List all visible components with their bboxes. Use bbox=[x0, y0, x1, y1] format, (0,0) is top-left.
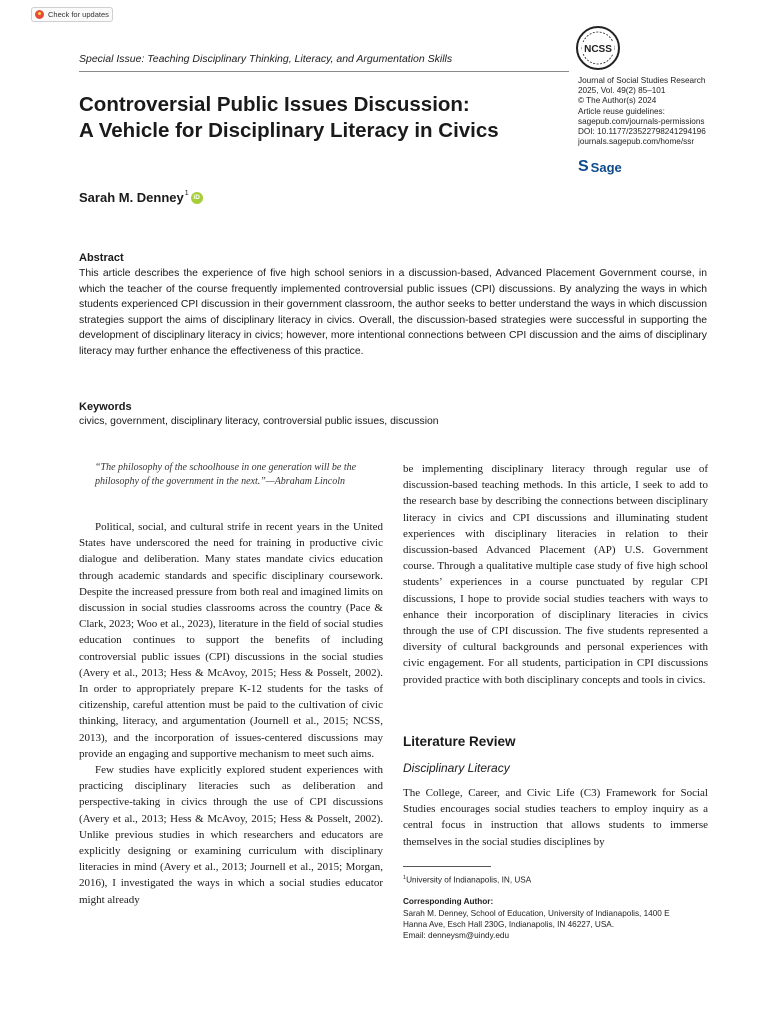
corresponding-author-email[interactable]: Email: denneysm@uindy.edu bbox=[403, 931, 510, 941]
keywords-text: civics, government, disciplinary literacy, controversial public issues, discussion bbox=[79, 416, 439, 427]
sage-wordmark: Sage bbox=[590, 159, 622, 175]
special-issue-line: Special Issue: Teaching Disciplinary Thinking, Literacy, and Argumentation Skills bbox=[79, 53, 453, 65]
check-for-updates-button[interactable] bbox=[31, 7, 113, 22]
journal-doi[interactable]: DOI: 10.1177/23522798241294196 bbox=[578, 127, 706, 137]
article-title bbox=[79, 92, 559, 144]
corresponding-author-line2: Hanna Ave, Esch Hall 230G, Indianapolis, IN 46227, USA. bbox=[403, 919, 615, 929]
epigraph-quote: “The philosophy of the schoolhouse in one generation will be the philosophy of the government in the next.”—Abraham Lincoln bbox=[95, 462, 357, 487]
logo-text: NCSS bbox=[584, 44, 612, 55]
body-right-column-2 bbox=[403, 785, 708, 850]
journal-copyright: © The Author(s) 2024 bbox=[578, 96, 657, 106]
check-for-updates-label: Check for updates bbox=[48, 10, 109, 19]
footnotes bbox=[403, 873, 713, 942]
body-paragraph: Few studies have explicitly explored student experiences with practicing disciplinary literacies such as deliberation and perspective-taking in civics through the use of CPI discussions (Avery et al., 2013; Hess & McAvoy, 2015; Hess & Posselt, 2002). Unlike previous studies in which researchers and educators are explicitly designing or examining curriculum with disciplinary literacies in mind (Avery et al., 2013; Journell et al., 2015; Morgan, 2016), I investigated the ways in which a social studies educator might already bbox=[79, 764, 383, 906]
literature-review-heading: Literature Review bbox=[403, 734, 516, 749]
body-paragraph: The College, Career, and Civic Life (C3) Framework for Social Studies encourages social studies teachers to employ inquiry as a central focus in instruction that allows students to immerse themselves in the social studies disciplines by bbox=[403, 787, 708, 848]
journal-meta bbox=[578, 76, 706, 147]
corresponding-author-heading: Corresponding Author: bbox=[403, 897, 494, 907]
journal-home-link[interactable]: journals.sagepub.com/home/ssr bbox=[578, 137, 695, 147]
journal-volume: 2025, Vol. 49(2) 85–101 bbox=[578, 86, 666, 96]
ncss-globe-logo-icon bbox=[574, 24, 622, 72]
disciplinary-literacy-subheading: Disciplinary Literacy bbox=[403, 761, 510, 775]
footnote-affiliation bbox=[403, 873, 713, 886]
header-divider bbox=[79, 71, 569, 72]
corresponding-author-line1: Sarah M. Denney, School of Education, University of Indianapolis, 1400 E bbox=[403, 908, 670, 918]
author-affil-mark: 1 bbox=[184, 190, 189, 197]
crossmark-icon bbox=[35, 10, 44, 19]
orcid-icon[interactable]: iD bbox=[191, 192, 203, 204]
footnote-divider bbox=[403, 866, 491, 867]
footnote-affil-mark: 1 bbox=[403, 875, 407, 881]
sage-s-icon: S bbox=[578, 158, 589, 175]
abstract-text: This article describes the experience of five high school seniors in a discussion-based, Advanced Placement Government course, in which the teacher of the course frequently implemented controversial public issues (CPI) discussions. By analyzing the ways in which students experienced CPI discussion in their government classroom, the author seeks to better understand the ways in which discussion strategies support the aims of disciplinary literacy in civics. Overall, the discussion-based strategies were successful in supporting the development of disciplinary literacy in civics; however, more intentional connections between CPI discussion and the aims of disciplinary literacy may further enhance the effectiveness of this practice. bbox=[79, 268, 707, 357]
body-paragraph: Political, social, and cultural strife in recent years in the United States have underscored the need for training in productive civic dialogue and deliberation. Many states mandate civics education through academic standards and specific disciplinary coursework. Despite the increased pressure from both real and imagined limits on discussion in social studies classrooms across the country (Pace & Clark, 2023; Woo et al., 2023), literature in the field of social studies education continues to support the benefits of including controversial public issues (CPI) discussions in the social studies (Avery et al., 2013; Hess & McAvoy, 2015; Hess & Posselt, 2002). In order to appropriately prepare K-12 students for the tasks of citizenship, careful attention must be paid to the cultivation of civic thinking, literacy, and argumentation (Journell et al., 2015; NCSS, 2013), and the incorporation of issues-centered discussions may provide an engaging and supportive mechanism to meet such aims. bbox=[79, 521, 383, 760]
journal-reuse: Article reuse guidelines: bbox=[578, 106, 665, 116]
sage-logo bbox=[578, 158, 622, 176]
abstract-heading: Abstract bbox=[79, 252, 124, 264]
body-left-column bbox=[79, 519, 383, 908]
article-title-line1: Controversial Public Issues Discussion: bbox=[79, 93, 470, 116]
journal-reuse-link[interactable]: sagepub.com/journals-permissions bbox=[578, 116, 705, 126]
keywords-heading: Keywords bbox=[79, 401, 132, 413]
footnote-affiliation-text: University of Indianapolis, IN, USA bbox=[406, 875, 532, 885]
body-paragraph: be implementing disciplinary literacy through regular use of discussion-based teaching methods. In this article, I seek to add to the research base by describing the connections between disciplinary literacy in civics and CPI discussions and illuminating student experiences with disciplinary literacies in relation to their discussion-based Advanced Placement (AP) U.S. Government course. Through a qualitative multiple case study of five high school students’ experiences in a course punctuated by regular CPI discussions, I hope to provide social studies teachers with ways to enhance their incorporation of disciplinary literacies in civics through the use of CPI discussion. The five students represented a diversity of cultural backgrounds and personal experiences with civic engagement. For all students, participation in CPI discussions provided practice with both disciplinary concepts and tools in civics. bbox=[403, 463, 708, 686]
body-right-column bbox=[403, 461, 708, 688]
article-title-line2: A Vehicle for Disciplinary Literacy in Civics bbox=[79, 119, 499, 142]
journal-name: Journal of Social Studies Research bbox=[578, 76, 706, 85]
author-name: Sarah M. Denney bbox=[79, 190, 184, 205]
author-line bbox=[79, 190, 203, 205]
